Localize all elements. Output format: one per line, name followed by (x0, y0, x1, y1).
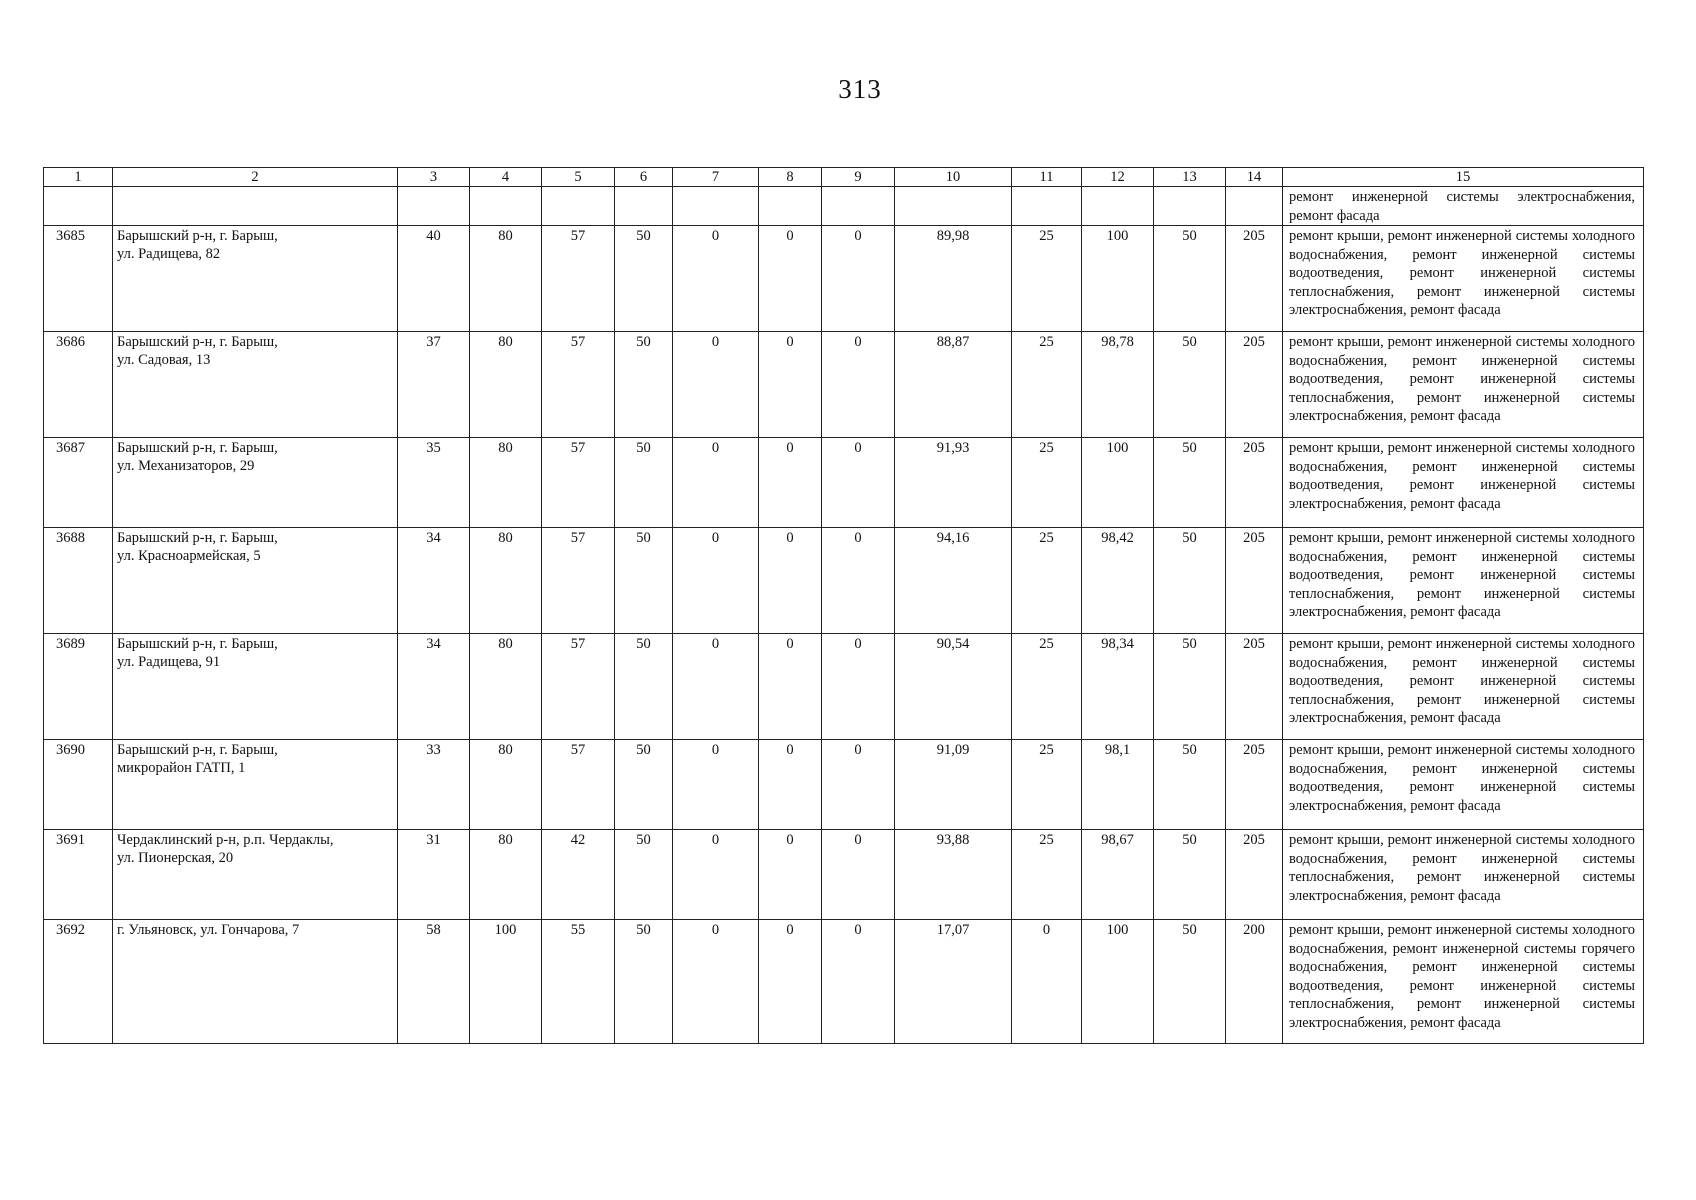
value-cell: 100 (470, 920, 542, 1044)
column-header: 4 (470, 168, 542, 187)
value-cell: 50 (1154, 528, 1226, 634)
page-number: 313 (838, 74, 882, 104)
value-cell: 50 (615, 528, 673, 634)
column-header: 11 (1012, 168, 1082, 187)
value-cell: 25 (1012, 830, 1082, 920)
column-header: 3 (398, 168, 470, 187)
value-cell: 0 (822, 226, 895, 332)
address-cell: Барышский р-н, г. Барыш, микрорайон ГАТП, 1 (113, 740, 398, 830)
value-cell: 50 (615, 740, 673, 830)
empty-cell (615, 187, 673, 226)
value-cell: 100 (1082, 226, 1154, 332)
table-row (44, 634, 1644, 740)
value-cell: 205 (1226, 226, 1283, 332)
value-cell: 40 (398, 226, 470, 332)
works-description: ремонт крыши, ремонт инженерной системы холодного водоснабжения, ремонт инженерной системы водоотведения, ремонт инженерной системы теплоснабжения, ремонт инженерной системы электроснабжения, ремонт фасада (1283, 634, 1644, 740)
works-description: ремонт крыши, ремонт инженерной системы холодного водоснабжения, ремонт инженерной системы водоотведения, ремонт инженерной системы электроснабжения, ремонт фасада (1283, 740, 1644, 830)
value-cell: 50 (1154, 438, 1226, 528)
value-cell: 31 (398, 830, 470, 920)
value-cell: 50 (615, 830, 673, 920)
value-cell: 0 (822, 740, 895, 830)
value-cell: 25 (1012, 528, 1082, 634)
value-cell: 42 (542, 830, 615, 920)
column-header: 8 (759, 168, 822, 187)
column-header: 2 (113, 168, 398, 187)
value-cell: 50 (615, 920, 673, 1044)
value-cell: 50 (1154, 226, 1226, 332)
column-header: 10 (895, 168, 1012, 187)
empty-cell (759, 187, 822, 226)
empty-cell (1082, 187, 1154, 226)
empty-cell (470, 187, 542, 226)
value-cell: 0 (759, 920, 822, 1044)
value-cell: 0 (1012, 920, 1082, 1044)
value-cell: 205 (1226, 740, 1283, 830)
address-cell: Барышский р-н, г. Барыш, ул. Механизаторов, 29 (113, 438, 398, 528)
row-number: 3688 (44, 528, 113, 634)
value-cell: 0 (822, 438, 895, 528)
row-number: 3685 (44, 226, 113, 332)
value-cell: 90,54 (895, 634, 1012, 740)
address-cell: Чердаклинский р-н, р.п. Чердаклы, ул. Пионерская, 20 (113, 830, 398, 920)
value-cell: 205 (1226, 634, 1283, 740)
works-description: ремонт инженерной системы электроснабжения, ремонт фасада (1283, 187, 1644, 226)
value-cell: 91,93 (895, 438, 1012, 528)
value-cell: 58 (398, 920, 470, 1044)
value-cell: 25 (1012, 332, 1082, 438)
table-row (44, 226, 1644, 332)
column-header: 12 (1082, 168, 1154, 187)
value-cell: 98,34 (1082, 634, 1154, 740)
value-cell: 0 (822, 920, 895, 1044)
value-cell: 0 (673, 920, 759, 1044)
value-cell: 100 (1082, 438, 1154, 528)
value-cell: 205 (1226, 830, 1283, 920)
row-number: 3692 (44, 920, 113, 1044)
value-cell: 80 (470, 332, 542, 438)
empty-cell (542, 187, 615, 226)
value-cell: 34 (398, 528, 470, 634)
value-cell: 205 (1226, 438, 1283, 528)
empty-cell (113, 187, 398, 226)
table-row (44, 438, 1644, 528)
empty-cell (398, 187, 470, 226)
column-header: 5 (542, 168, 615, 187)
value-cell: 0 (822, 528, 895, 634)
value-cell: 50 (615, 438, 673, 528)
value-cell: 0 (759, 634, 822, 740)
value-cell: 0 (673, 830, 759, 920)
value-cell: 0 (673, 634, 759, 740)
column-number-row (44, 168, 1644, 187)
value-cell: 0 (759, 332, 822, 438)
value-cell: 50 (1154, 740, 1226, 830)
value-cell: 57 (542, 634, 615, 740)
value-cell: 0 (822, 830, 895, 920)
column-header: 15 (1283, 168, 1644, 187)
value-cell: 0 (759, 740, 822, 830)
column-header: 1 (44, 168, 113, 187)
works-description: ремонт крыши, ремонт инженерной системы холодного водоснабжения, ремонт инженерной системы горячего водоснабжения, ремонт инженерной системы водоотведения, ремонт инженерной системы теплоснабжения, ремонт инженерной системы электроснабжения, ремонт фасада (1283, 920, 1644, 1044)
value-cell: 0 (759, 226, 822, 332)
value-cell: 94,16 (895, 528, 1012, 634)
repair-schedule-table (43, 167, 1644, 1044)
value-cell: 0 (673, 332, 759, 438)
value-cell: 88,87 (895, 332, 1012, 438)
table-row (44, 332, 1644, 438)
value-cell: 0 (673, 528, 759, 634)
row-number: 3690 (44, 740, 113, 830)
value-cell: 0 (759, 438, 822, 528)
value-cell: 35 (398, 438, 470, 528)
empty-cell (44, 187, 113, 226)
value-cell: 55 (542, 920, 615, 1044)
value-cell: 34 (398, 634, 470, 740)
address-cell: Барышский р-н, г. Барыш, ул. Садовая, 13 (113, 332, 398, 438)
value-cell: 17,07 (895, 920, 1012, 1044)
value-cell: 57 (542, 740, 615, 830)
value-cell: 50 (1154, 920, 1226, 1044)
value-cell: 80 (470, 830, 542, 920)
value-cell: 57 (542, 438, 615, 528)
column-header: 13 (1154, 168, 1226, 187)
continuation-row (44, 187, 1644, 226)
value-cell: 25 (1012, 634, 1082, 740)
value-cell: 93,88 (895, 830, 1012, 920)
value-cell: 25 (1012, 438, 1082, 528)
address-cell: Барышский р-н, г. Барыш, ул. Радищева, 91 (113, 634, 398, 740)
value-cell: 98,78 (1082, 332, 1154, 438)
value-cell: 57 (542, 528, 615, 634)
row-number: 3691 (44, 830, 113, 920)
value-cell: 25 (1012, 226, 1082, 332)
value-cell: 37 (398, 332, 470, 438)
empty-cell (1226, 187, 1283, 226)
value-cell: 50 (1154, 634, 1226, 740)
works-description: ремонт крыши, ремонт инженерной системы холодного водоснабжения, ремонт инженерной системы водоотведения, ремонт инженерной системы теплоснабжения, ремонт инженерной системы электроснабжения, ремонт фасада (1283, 332, 1644, 438)
row-number: 3686 (44, 332, 113, 438)
value-cell: 0 (822, 634, 895, 740)
value-cell: 80 (470, 226, 542, 332)
value-cell: 57 (542, 226, 615, 332)
value-cell: 0 (822, 332, 895, 438)
value-cell: 80 (470, 740, 542, 830)
value-cell: 33 (398, 740, 470, 830)
value-cell: 50 (615, 634, 673, 740)
value-cell: 0 (673, 226, 759, 332)
value-cell: 89,98 (895, 226, 1012, 332)
table-row (44, 740, 1644, 830)
value-cell: 98,1 (1082, 740, 1154, 830)
value-cell: 0 (759, 528, 822, 634)
address-cell: г. Ульяновск, ул. Гончарова, 7 (113, 920, 398, 1044)
value-cell: 0 (759, 830, 822, 920)
table-row (44, 528, 1644, 634)
value-cell: 80 (470, 634, 542, 740)
address-cell: Барышский р-н, г. Барыш, ул. Радищева, 82 (113, 226, 398, 332)
value-cell: 50 (615, 332, 673, 438)
works-description: ремонт крыши, ремонт инженерной системы холодного водоснабжения, ремонт инженерной системы теплоснабжения, ремонт инженерной системы электроснабжения, ремонт фасада (1283, 830, 1644, 920)
value-cell: 0 (673, 438, 759, 528)
document-table-wrapper (43, 167, 1643, 1044)
works-description: ремонт крыши, ремонт инженерной системы холодного водоснабжения, ремонт инженерной системы водоотведения, ремонт инженерной системы теплоснабжения, ремонт инженерной системы электроснабжения, ремонт фасада (1283, 528, 1644, 634)
value-cell: 25 (1012, 740, 1082, 830)
address-cell: Барышский р-н, г. Барыш, ул. Красноармейская, 5 (113, 528, 398, 634)
row-number: 3687 (44, 438, 113, 528)
column-header: 9 (822, 168, 895, 187)
column-header: 14 (1226, 168, 1283, 187)
empty-cell (1012, 187, 1082, 226)
table-row (44, 830, 1644, 920)
value-cell: 98,42 (1082, 528, 1154, 634)
value-cell: 80 (470, 438, 542, 528)
value-cell: 80 (470, 528, 542, 634)
empty-cell (673, 187, 759, 226)
value-cell: 57 (542, 332, 615, 438)
value-cell: 98,67 (1082, 830, 1154, 920)
value-cell: 0 (673, 740, 759, 830)
empty-cell (1154, 187, 1226, 226)
value-cell: 205 (1226, 528, 1283, 634)
empty-cell (895, 187, 1012, 226)
value-cell: 50 (1154, 830, 1226, 920)
works-description: ремонт крыши, ремонт инженерной системы холодного водоснабжения, ремонт инженерной системы водоотведения, ремонт инженерной системы теплоснабжения, ремонт инженерной системы электроснабжения, ремонт фасада (1283, 226, 1644, 332)
row-number: 3689 (44, 634, 113, 740)
value-cell: 50 (1154, 332, 1226, 438)
value-cell: 205 (1226, 332, 1283, 438)
empty-cell (822, 187, 895, 226)
works-description: ремонт крыши, ремонт инженерной системы холодного водоснабжения, ремонт инженерной системы водоотведения, ремонт инженерной системы электроснабжения, ремонт фасада (1283, 438, 1644, 528)
value-cell: 100 (1082, 920, 1154, 1044)
column-header: 7 (673, 168, 759, 187)
table-row (44, 920, 1644, 1044)
value-cell: 50 (615, 226, 673, 332)
column-header: 6 (615, 168, 673, 187)
value-cell: 200 (1226, 920, 1283, 1044)
value-cell: 91,09 (895, 740, 1012, 830)
